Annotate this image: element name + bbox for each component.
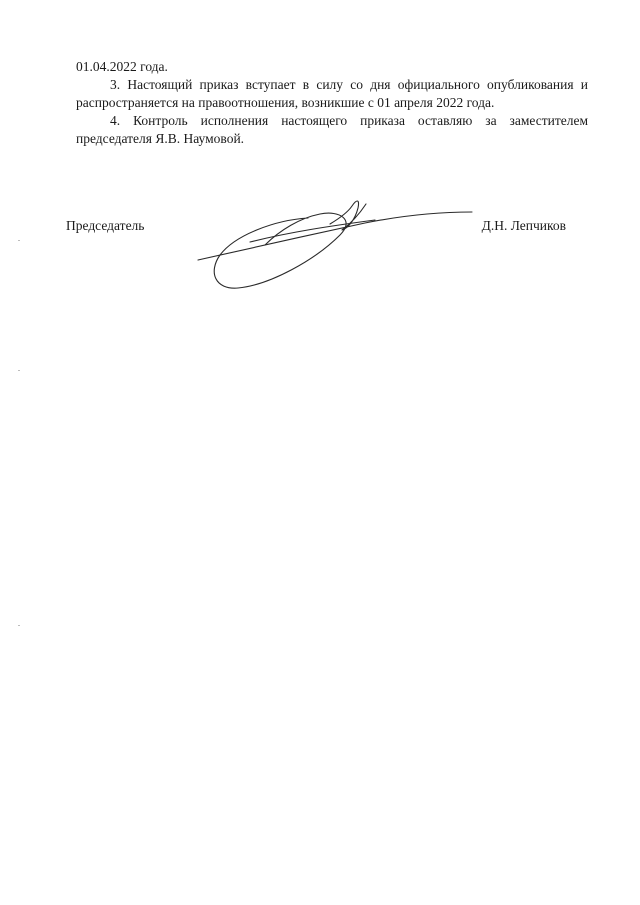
scan-artifact <box>18 240 20 241</box>
handwritten-signature <box>190 190 490 300</box>
document-body <box>76 58 588 148</box>
signatory-role: Председатель <box>66 218 145 233</box>
scan-artifact <box>18 370 20 371</box>
signature-loop-stroke <box>214 213 346 288</box>
signature-diagonal-stroke <box>198 212 472 260</box>
paragraph-3-effective-date: 3. Настоящий приказ вступает в силу со дня официального опубликования и распространяется на правоотношения, возникшие с 01 апреля 2022 года. <box>76 77 588 110</box>
paragraph-date-continuation: 01.04.2022 года. <box>76 59 168 74</box>
signature-cross-stroke <box>250 220 375 242</box>
scan-artifact <box>18 625 20 626</box>
signatory-name: Д.Н. Лепчиков <box>481 218 566 233</box>
paragraph-4-control: 4. Контроль исполнения настоящего приказа оставляю за заместителем председателя Я.В. Наумовой. <box>76 113 588 146</box>
